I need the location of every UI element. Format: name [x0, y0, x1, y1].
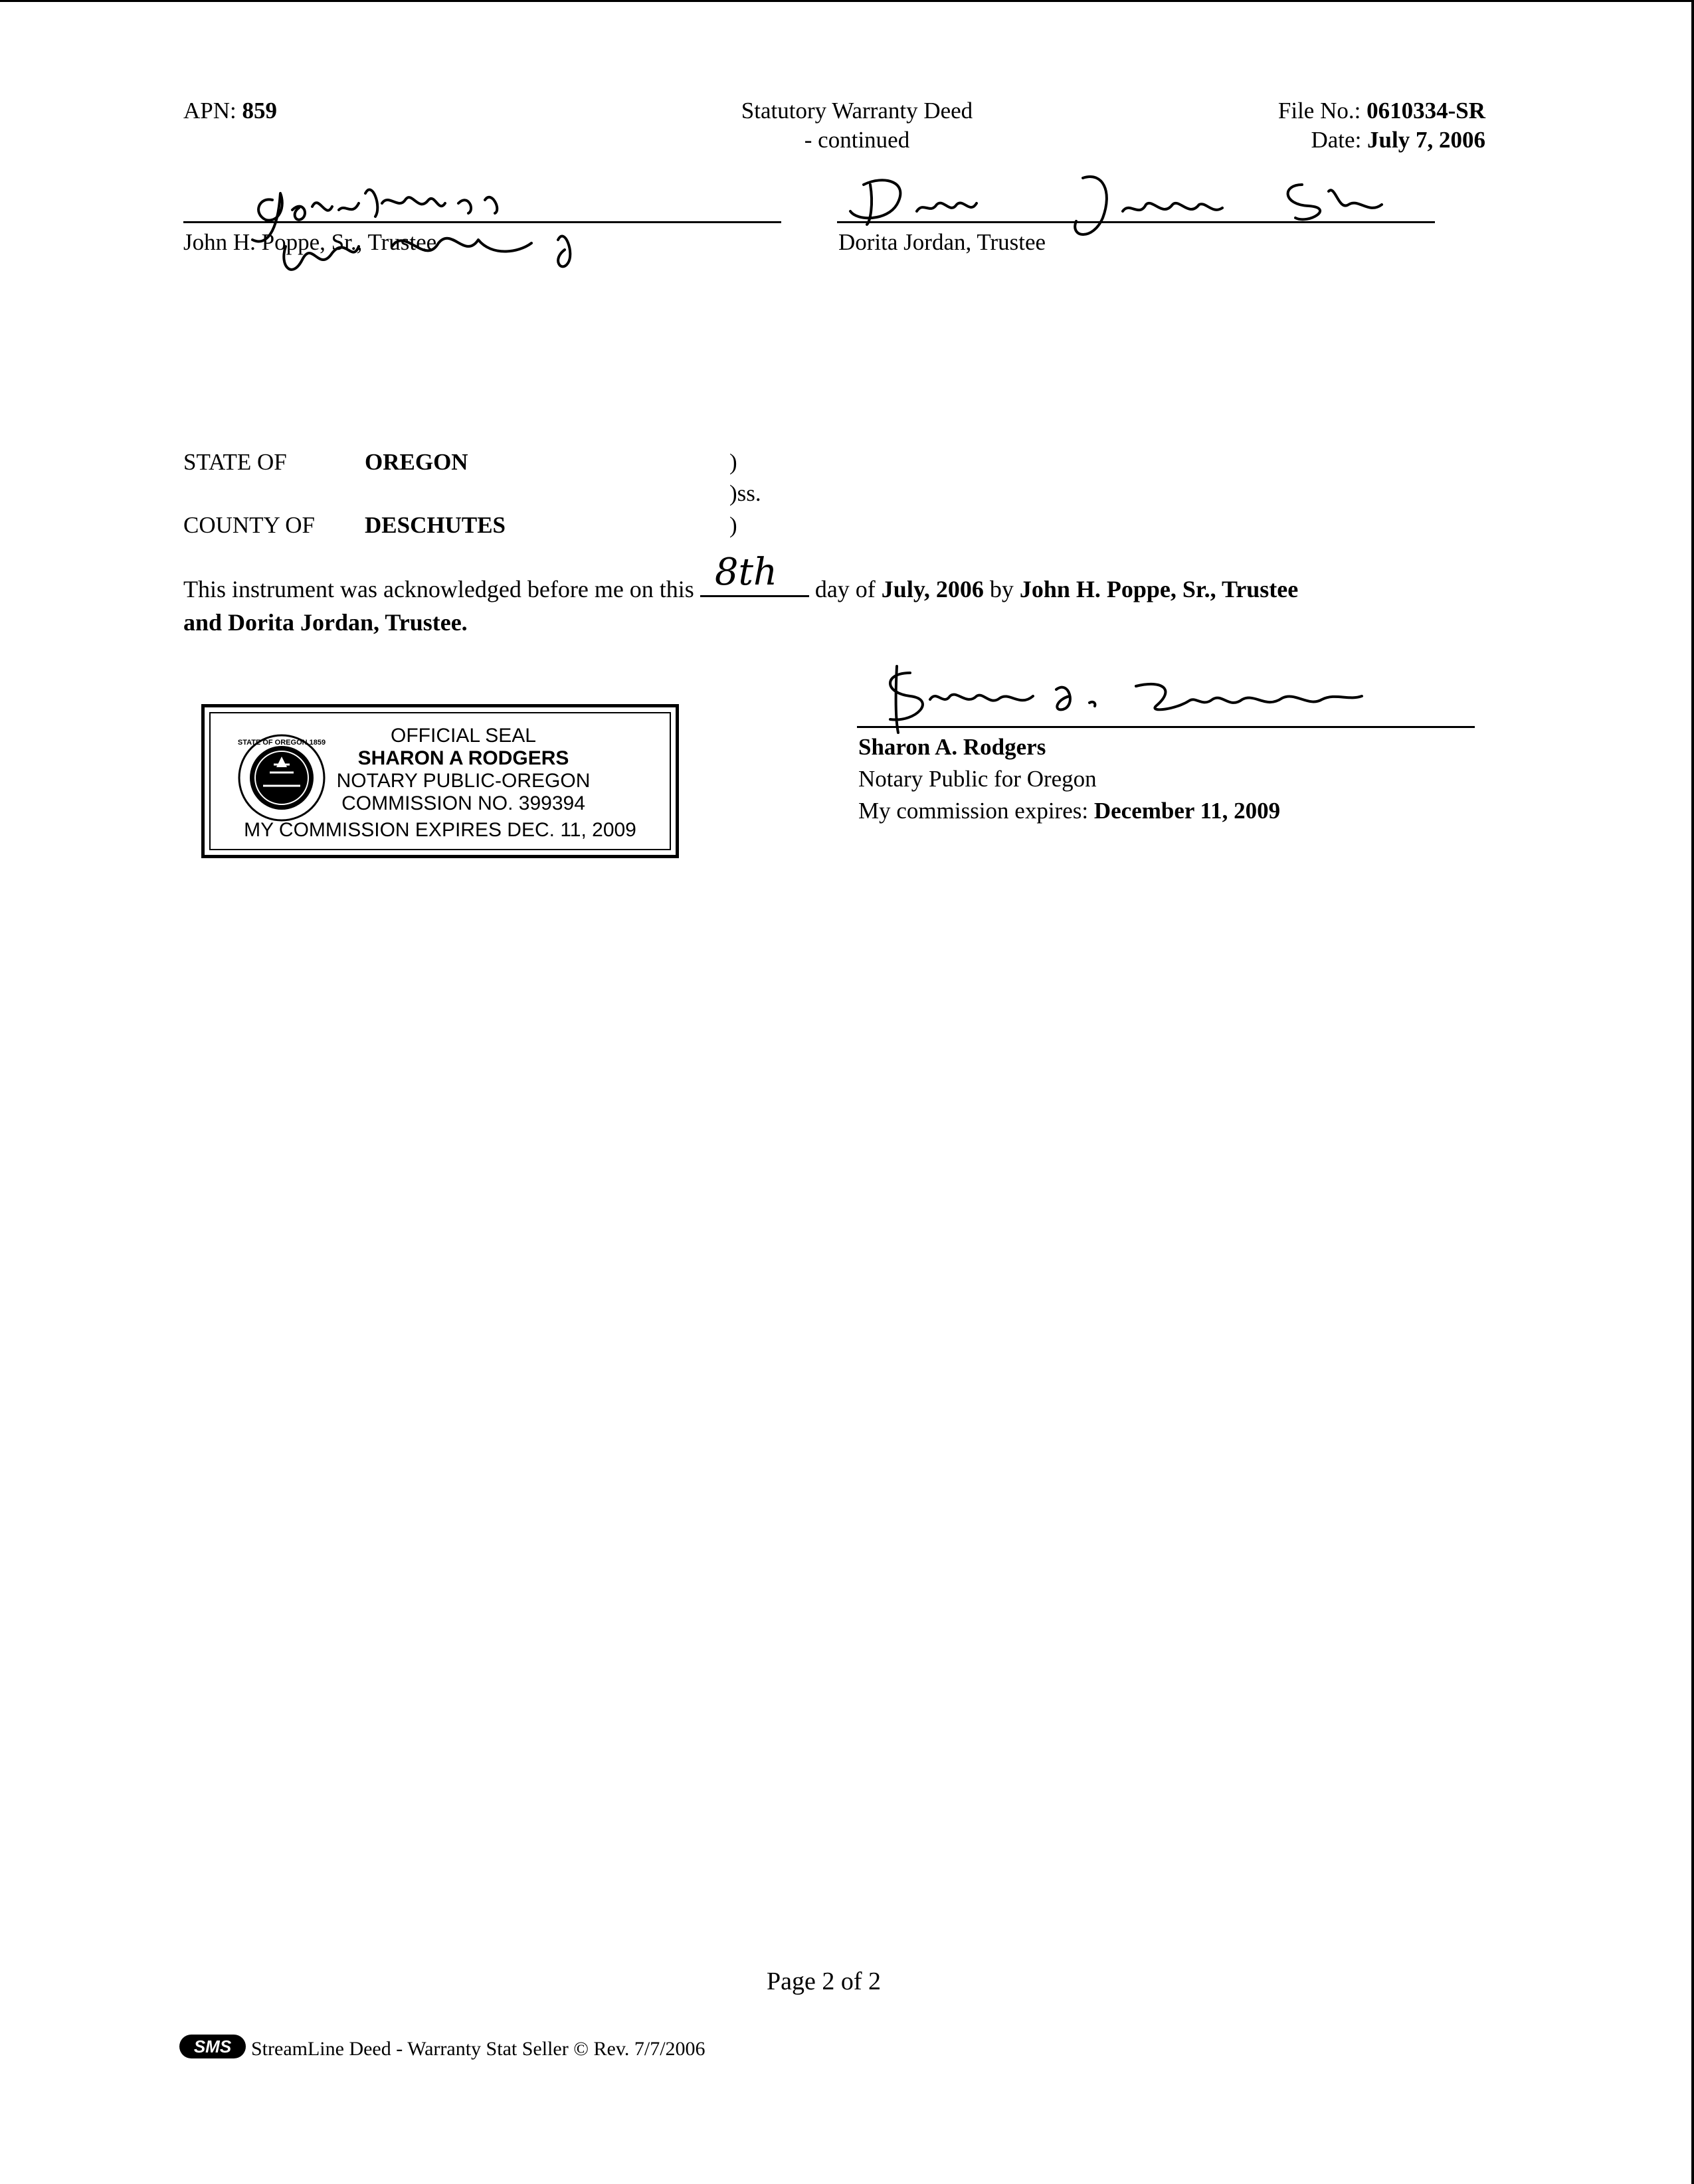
file-number	[1129, 96, 1485, 126]
date-label: Date:	[1311, 127, 1362, 153]
ack-text-by: by	[989, 576, 1014, 602]
document-date	[1129, 126, 1485, 155]
acknowledgment-line-2	[183, 608, 468, 637]
document-title	[664, 96, 1050, 155]
file-value: 0610334-SR	[1366, 98, 1485, 124]
signature-line-1	[183, 221, 781, 223]
stamp-line-5: MY COMMISSION EXPIRES DEC. 11, 2009	[244, 819, 636, 841]
signer-1-name: John H. Poppe, Sr., Trustee	[183, 229, 437, 255]
expires-value: December 11, 2009	[1093, 798, 1281, 824]
ack-signers-line2: and Dorita Jordan, Trustee.	[183, 609, 468, 636]
county-value: DESCHUTES	[365, 512, 506, 538]
ack-text-before: This instrument was acknowledged before me on this	[183, 576, 694, 602]
county-label: COUNTY OF	[183, 512, 316, 538]
apn	[183, 96, 277, 126]
stamp-line-1: OFFICIAL SEAL	[391, 725, 536, 747]
ack-date: July, 2006	[881, 576, 984, 602]
file-info	[1129, 96, 1485, 155]
venue-paren-open: )	[729, 449, 737, 475]
ack-text-day-of: day of	[814, 576, 876, 602]
ack-day-blank	[700, 551, 809, 597]
title-line1: Statutory Warranty Deed	[741, 98, 973, 124]
notary-commission-expires	[858, 796, 1280, 826]
apn-value: 859	[242, 98, 277, 124]
notary-title: Notary Public for Oregon	[858, 766, 1097, 792]
svg-text:SMS: SMS	[193, 2037, 232, 2056]
ack-day-handwritten: 8th	[714, 551, 778, 594]
state-label: STATE OF	[183, 449, 287, 475]
signer-2-name: Dorita Jordan, Trustee	[838, 229, 1046, 255]
title-line2: - continued	[804, 127, 910, 153]
page-number: Page 2 of 2	[766, 1967, 882, 1995]
stamp-line-2: SHARON A RODGERS	[357, 747, 569, 769]
venue-ss: )ss.	[729, 480, 761, 506]
file-label: File No.:	[1277, 98, 1361, 124]
sms-logo-icon	[178, 2033, 247, 2060]
venue-paren-close: )	[729, 512, 737, 538]
form-footer-text: StreamLine Deed - Warranty Stat Seller © Rev. 7/7/2006	[251, 2038, 706, 2060]
acknowledgment-line-1	[183, 551, 1299, 604]
stamp-line-4: COMMISSION NO. 399394	[341, 792, 585, 814]
apn-label: APN:	[183, 98, 236, 124]
state-value: OREGON	[365, 449, 468, 475]
official-seal-stamp	[201, 704, 679, 858]
signature-line-2	[837, 221, 1435, 223]
ack-signers-line1: John H. Poppe, Sr., Trustee	[1019, 576, 1299, 602]
date-value: July 7, 2006	[1367, 127, 1485, 153]
notary-name: Sharon A. Rodgers	[858, 734, 1046, 760]
notary-signature-line	[857, 726, 1475, 728]
expires-label: My commission expires:	[858, 798, 1089, 824]
seal-text: STATE OF OREGON 1859	[237, 739, 326, 747]
stamp-line-3: NOTARY PUBLIC-OREGON	[336, 770, 591, 792]
